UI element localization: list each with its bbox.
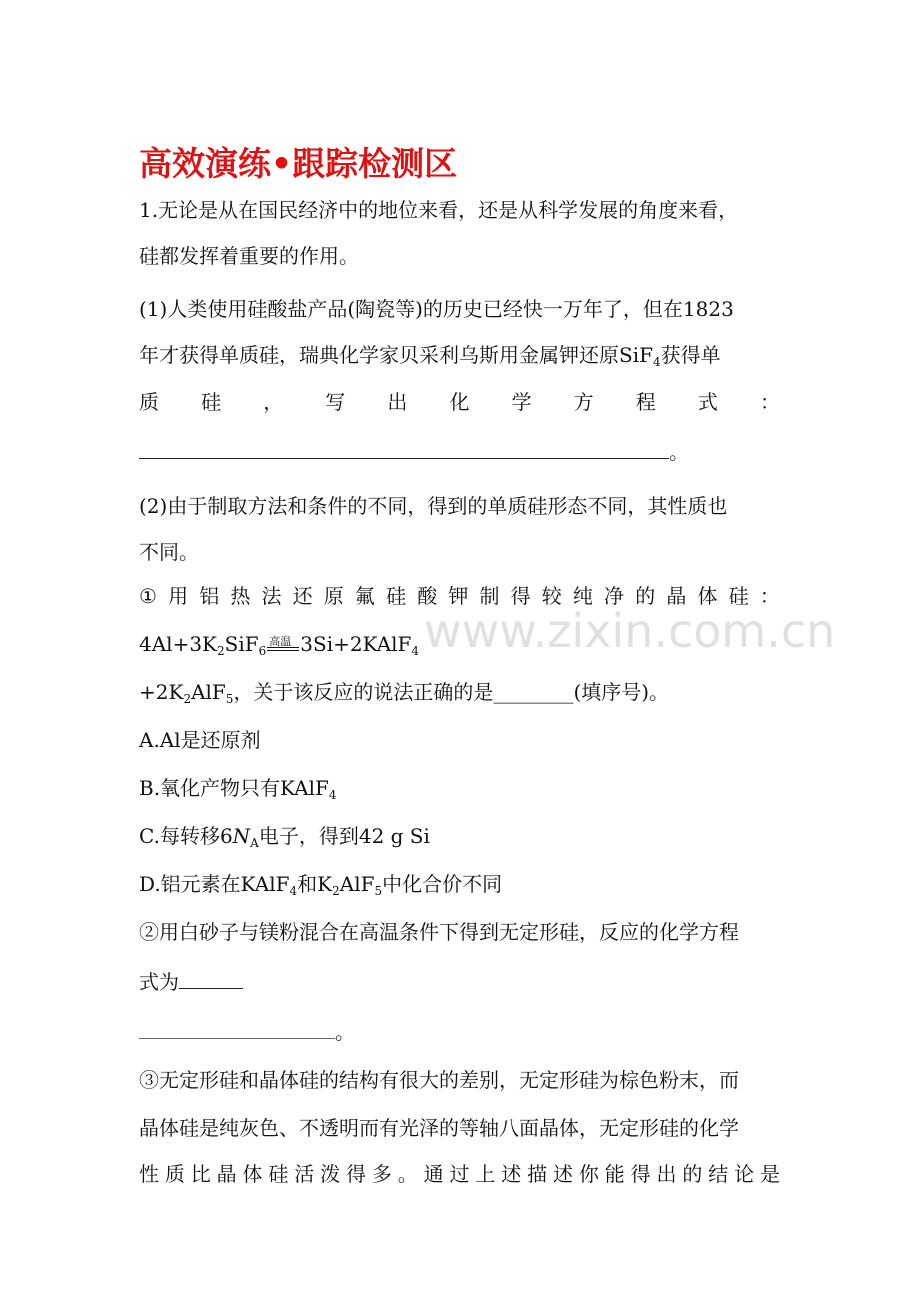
answer-blank-choice[interactable]: ________ [493, 680, 574, 704]
q1-part2-2-line1: ②用白砂子与镁粉混合在高温条件下得到无定形硅，反应的化学方程 [139, 920, 739, 944]
q1-part1-line2: 年才获得单质硅，瑞典化学家贝采利乌斯用金属钾还原SiF$_4$获得单 [139, 343, 721, 369]
option-a: A.Al是还原剂 [139, 728, 261, 752]
q1-part1-answer-line: 。 [139, 438, 689, 464]
answer-blank-equation[interactable] [139, 438, 669, 459]
page-title: 高效演练•跟踪检测区 [139, 144, 458, 183]
q1-part2-2-line2: 式为 [139, 968, 243, 994]
answer-blank-equation2[interactable] [139, 1020, 335, 1039]
q1-part2-3-line3: 性 质 比 晶 体 硅 活 泼 得 多 。 通 过 上 述 描 述 你 能 得 出 的 结 论 是 [139, 1162, 780, 1186]
q1-intro-line1: 1.无论是从在国民经济中的地位来看，还是从科学发展的角度来看， [139, 198, 739, 222]
q1-part2-3-line2: 晶体硅是纯灰色、不透明而有光泽的等轴八面晶体，无定形硅的化学 [139, 1116, 739, 1140]
watermark: www.zixin.com.cn [424, 604, 836, 658]
q1-part2-1-line1: ① 用 铝 热 法 还 原 氟 硅 酸 钾 制 得 较 纯 净 的 晶 体 硅 ： [139, 584, 780, 608]
answer-blank-equation2-start[interactable] [179, 968, 243, 989]
reaction-condition: 高温 [266, 632, 300, 656]
q1-part2-line2: 不同。 [139, 540, 199, 564]
reaction-equation-cont: $+2K_2AlF_5$，关于该反应的说法正确的是________(填序号)。 [139, 680, 670, 706]
option-d: D.铝元素在KAlF$_4$和$K_2AlF_5$中化合价不同 [139, 872, 503, 898]
option-c: C.每转移$6N_A$电子，得到42 g Si [139, 824, 430, 850]
q1-part1-line1: (1)人类使用硅酸盐产品(陶瓷等)的历史已经快一万年了，但在1823 [139, 297, 734, 321]
q1-intro-line2: 硅都发挥着重要的作用。 [139, 244, 359, 268]
q1-part2-3-line1: ③无定形硅和晶体硅的结构有很大的差别，无定形硅为棕色粉末，而 [139, 1068, 739, 1092]
q1-part2-line1: (2)由于制取方法和条件的不同，得到的单质硅形态不同，其性质也 [139, 494, 728, 518]
q1-part2-2-answer-line: 。 [139, 1020, 355, 1044]
option-b: B.氧化产物只有KAlF$_4$ [139, 776, 337, 802]
reaction-equation: $4Al+3K_2SiF_6$ 高温 3Si+2KAlF$_4$ [139, 632, 420, 658]
q1-part1-line3: 质 硅 ， 写 出 化 学 方 程 式 ： [139, 390, 780, 414]
